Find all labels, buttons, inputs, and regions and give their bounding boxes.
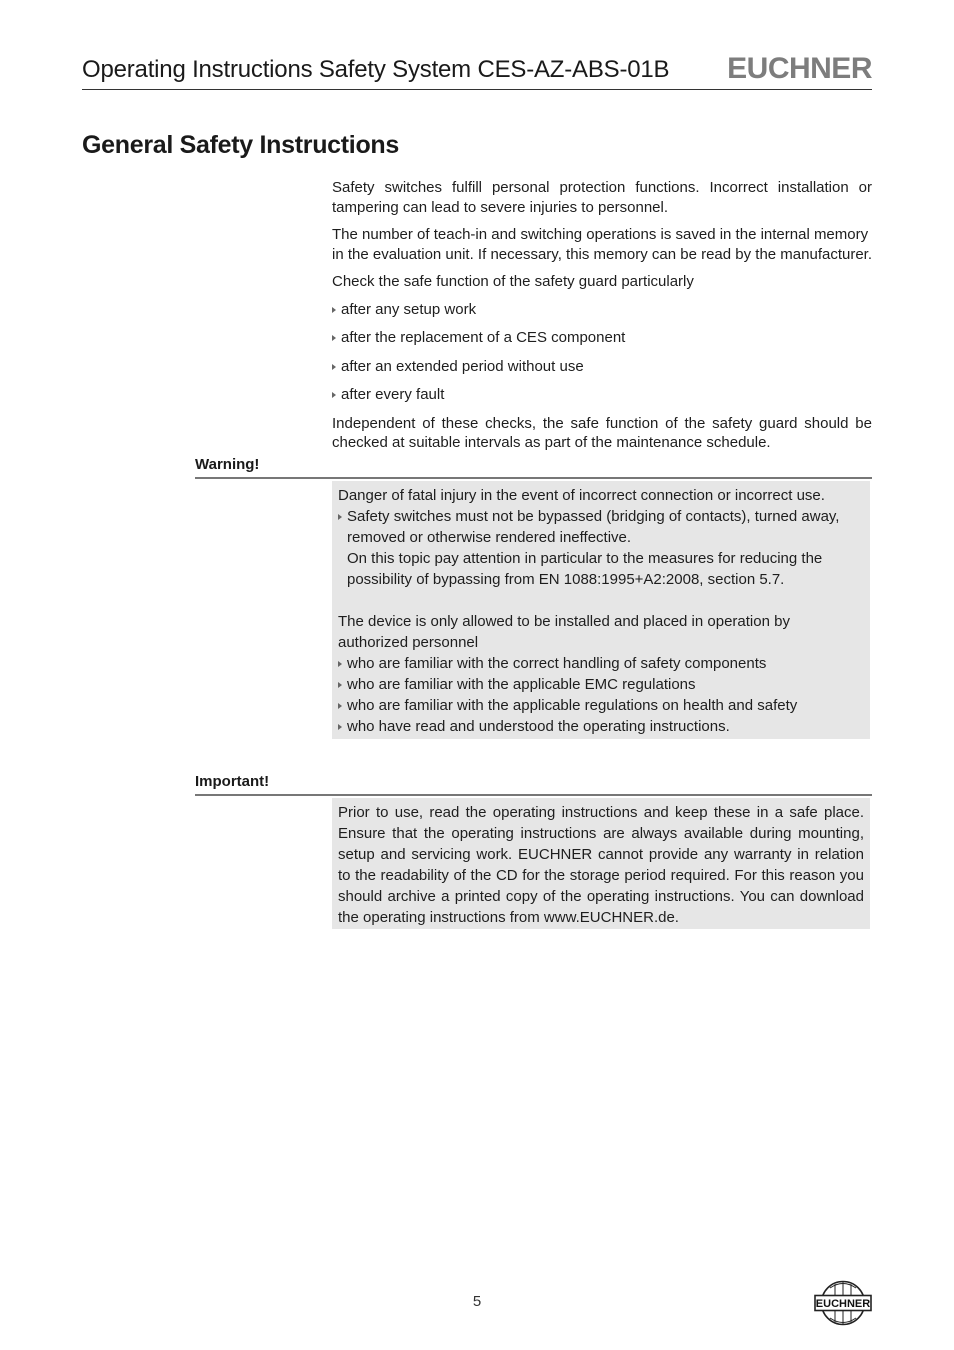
- warning-bypass-list: [338, 506, 864, 590]
- bullet-arrow-icon: [332, 335, 336, 341]
- bullet-arrow-icon: [338, 724, 342, 730]
- warning-bypass-note: On this topic pay attention in particular to the measures for reducing the possibility of bypassing from EN 1088:1995+A2:2008, section 5.7.: [347, 550, 823, 588]
- warning-personnel-list: [338, 653, 864, 737]
- list-item: who are familiar with the applicable EMC regulations: [338, 674, 864, 695]
- bullet-arrow-icon: [332, 392, 336, 398]
- list-item: who are familiar with the correct handling of safety components: [338, 653, 864, 674]
- warning-authorized-text: The device is only allowed to be installed and placed in operation by authorized personnel: [338, 613, 790, 651]
- euchner-seal-icon: [814, 1280, 872, 1326]
- list-item: [338, 506, 864, 590]
- list-item: after an extended period without use: [332, 357, 872, 377]
- page-header: [82, 52, 872, 90]
- section-heading: General Safety Instructions: [82, 131, 399, 159]
- intro-paragraph-1: Safety switches fulfill personal protection functions. Incorrect installation or tampering can lead to severe injuries to personnel.: [332, 179, 872, 216]
- bullet-arrow-icon: [332, 307, 336, 313]
- warning-box: [332, 481, 870, 739]
- seal-text: EUCHNER: [815, 1298, 871, 1310]
- list-item: after any setup work: [332, 300, 872, 320]
- important-text: Prior to use, read the operating instructions and keep these in a safe place. Ensure that the operating instructions are always available during mounting, setup and servicing work. EUCHNER cannot provide any warranty in relation to the readability of the CD for the storage period required. For this reason you should archive a printed copy of the operating instructions. You can download the operating instructions from www.EUCHNER.de.: [338, 804, 864, 926]
- warning-divider: [195, 477, 872, 479]
- bullet-arrow-icon: [338, 703, 342, 709]
- euchner-logo: EUCHNER: [727, 52, 872, 85]
- intro-paragraph-4: Independent of these checks, the safe function of the safety guard should be checked at suitable intervals as part of the maintenance schedule.: [332, 414, 872, 451]
- intro-paragraph-3: Check the safe function of the safety guard particularly: [332, 273, 694, 290]
- list-item: who have read and understood the operating instructions.: [338, 716, 864, 737]
- intro-text: [332, 178, 872, 461]
- warning-bypass-text: Safety switches must not be bypassed (bridging of contacts), turned away, removed or otherwise rendered ineffective.: [347, 508, 840, 546]
- bullet-arrow-icon: [338, 682, 342, 688]
- important-divider: [195, 794, 872, 796]
- important-label: Important!: [195, 773, 270, 790]
- important-box: [332, 798, 870, 929]
- list-item: after the replacement of a CES component: [332, 328, 872, 348]
- list-item: who are familiar with the applicable regulations on health and safety: [338, 695, 864, 716]
- warning-label: Warning!: [195, 456, 260, 473]
- document-title: Operating Instructions Safety System CES-AZ-ABS-01B: [82, 56, 670, 83]
- bullet-arrow-icon: [332, 364, 336, 370]
- bullet-arrow-icon: [338, 661, 342, 667]
- list-item: after every fault: [332, 385, 872, 405]
- warning-danger-text: Danger of fatal injury in the event of incorrect connection or incorrect use.: [338, 487, 825, 504]
- page-number: 5: [472, 1293, 482, 1310]
- intro-paragraph-2: The number of teach-in and switching operations is saved in the internal memory in the evaluation unit. If necessary, this memory can be read by the manufacturer.: [332, 226, 873, 263]
- bullet-arrow-icon: [338, 514, 342, 520]
- check-list: [332, 300, 872, 405]
